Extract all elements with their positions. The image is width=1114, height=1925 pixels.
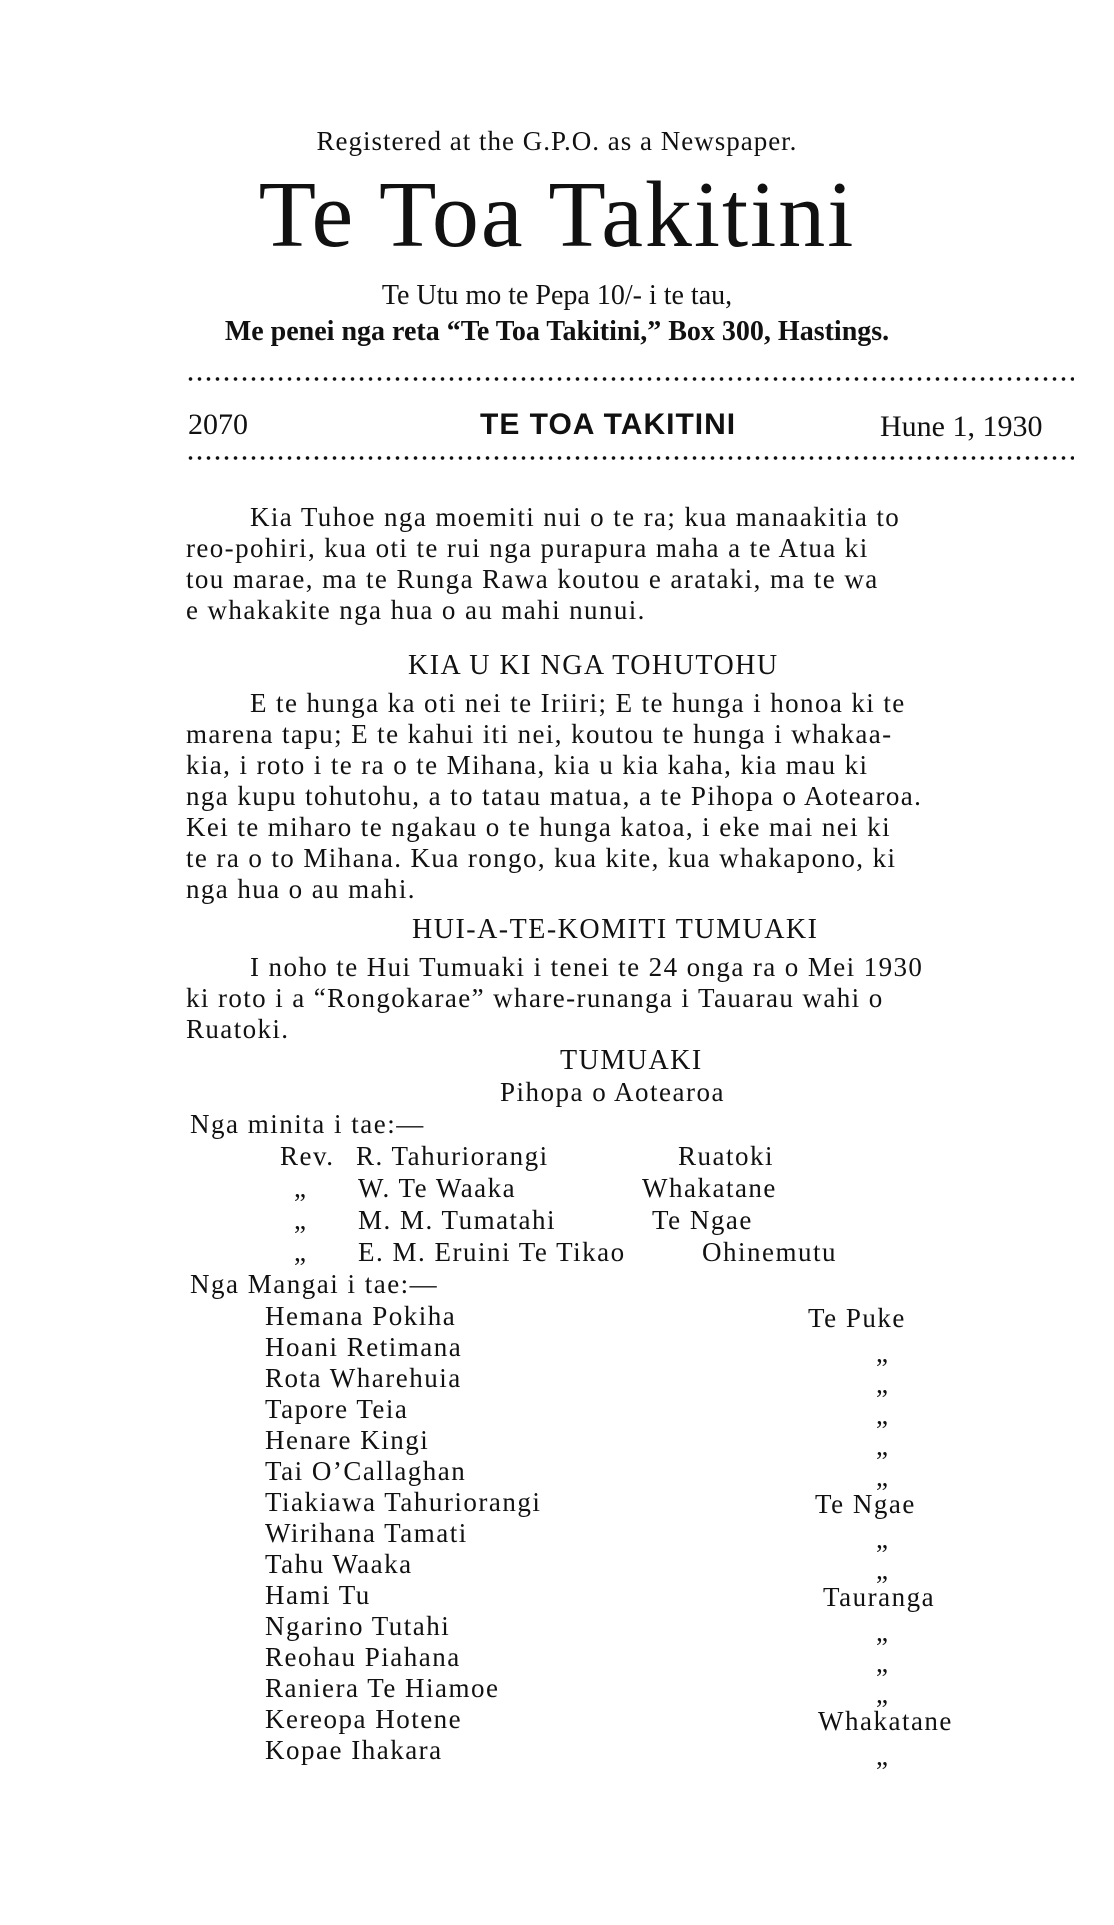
delegate-place: Te Ngae [815,1489,916,1519]
section-heading-tohutohu: KIA U KI NGA TOHUTOHU [408,650,779,681]
section1-line: Kei te miharo te ngakau o te hunga katoa, i eke mai nei ki [186,812,891,842]
delegate-place: Te Puke [808,1303,906,1333]
intro-line: tou marae, ma te Runga Rawa koutou e arataki, ma te wa [186,564,879,594]
delegate-name: Hemana Pokiha [265,1301,457,1331]
section1-line: E te hunga ka oti nei te Iriiri; E te hunga i honoa ki te [250,688,906,718]
dotted-rule-bottom [186,455,1074,461]
minister-prefix: „ [294,1237,308,1267]
delegate-name: Tahu Waaka [265,1549,413,1579]
delegate-place: „ [876,1524,890,1554]
chair-title: TUMUAKI [560,1045,703,1076]
delegate-name: Tiakiawa Tahuriorangi [265,1487,542,1517]
intro-line: reo-pohiri, kua oti te rui nga purapura maha a te Atua ki [186,533,869,563]
section2-line: Ruatoki. [186,1014,290,1044]
delegate-place: Tauranga [823,1582,936,1612]
running-title: TE TOA TAKITINI [480,408,737,441]
ministers-label: Nga minita i tae:— [190,1109,425,1139]
minister-place: Whakatane [642,1173,777,1203]
minister-name: W. Te Waaka [358,1173,517,1203]
delegate-name: Rota Wharehuia [265,1363,462,1393]
minister-place: Te Ngae [652,1205,753,1235]
section1-line: marena tapu; E te kahui iti nei, koutou te hunga i whakaa- [186,719,893,749]
postal-address: Me penei nga reta “Te Toa Takitini,” Box 300, Hastings. [224,316,890,347]
section1-line: nga kupu tohutohu, a to tatau matua, a te Pihopa o Aotearoa. [186,781,923,811]
intro-line: e whakakite nga hua o au mahi nunui. [186,595,646,625]
delegate-place: „ [876,1431,890,1461]
delegate-place: „ [876,1462,890,1492]
issue-number: 2070 [188,408,248,441]
delegate-name: Tai O’Callaghan [265,1456,467,1486]
minister-name: E. M. Eruini Te Tikao [358,1237,626,1267]
section1-line: nga hua o au mahi. [186,874,416,904]
minister-place: Ohinemutu [702,1237,837,1267]
delegate-place: „ [876,1338,890,1368]
delegate-place: „ [876,1555,890,1585]
delegates-label: Nga Mangai i tae:— [190,1269,439,1299]
issue-date: Hune 1, 1930 [880,410,1043,443]
delegate-place: „ [876,1617,890,1647]
delegate-name: Hami Tu [265,1580,371,1610]
registration-notice: Registered at the G.P.O. as a Newspaper. [316,126,798,156]
delegate-name: Kereopa Hotene [265,1704,463,1734]
delegate-place: „ [876,1679,890,1709]
minister-name: R. Tahuriorangi [356,1141,549,1171]
masthead-title: Te Toa Takitini [258,163,856,267]
delegate-place: „ [876,1741,890,1771]
section1-line: kia, i roto i te ra o te Mihana, kia u kia kaha, kia mau ki [186,750,869,780]
delegate-name: Henare Kingi [265,1425,430,1455]
delegate-name: Hoani Retimana [265,1332,463,1362]
delegate-place: „ [876,1400,890,1430]
delegate-place: „ [876,1369,890,1399]
delegate-name: Wirihana Tamati [265,1518,468,1548]
delegate-place: „ [876,1648,890,1678]
section2-line: ki roto i a “Rongokarae” whare-runanga i Tauarau wahi o [186,983,884,1013]
minister-prefix: „ [294,1173,308,1203]
section1-line: te ra o to Mihana. Kua rongo, kua kite, kua whakapono, ki [186,843,897,873]
delegate-name: Kopae Ihakara [265,1735,443,1765]
chair-name: Pihopa o Aotearoa [500,1077,725,1107]
delegate-name: Raniera Te Hiamoe [265,1673,500,1703]
delegate-name: Tapore Teia [265,1394,409,1424]
minister-prefix: Rev. [280,1141,335,1171]
delegate-name: Reohau Piahana [265,1642,461,1672]
subscription-price: Te Utu mo te Pepa 10/- i te tau, [381,280,733,311]
section-heading-komiti: HUI-A-TE-KOMITI TUMUAKI [412,914,819,945]
dotted-rule-top [186,376,1074,382]
delegate-name: Ngarino Tutahi [265,1611,451,1641]
section2-line: I noho te Hui Tumuaki i tenei te 24 onga ra o Mei 1930 [250,952,924,982]
intro-line: Kia Tuhoe nga moemiti nui o te ra; kua manaakitia to [250,502,901,532]
minister-prefix: „ [294,1205,308,1235]
delegate-place: Whakatane [818,1706,953,1736]
minister-name: M. M. Tumatahi [358,1205,557,1235]
minister-place: Ruatoki [678,1141,774,1171]
